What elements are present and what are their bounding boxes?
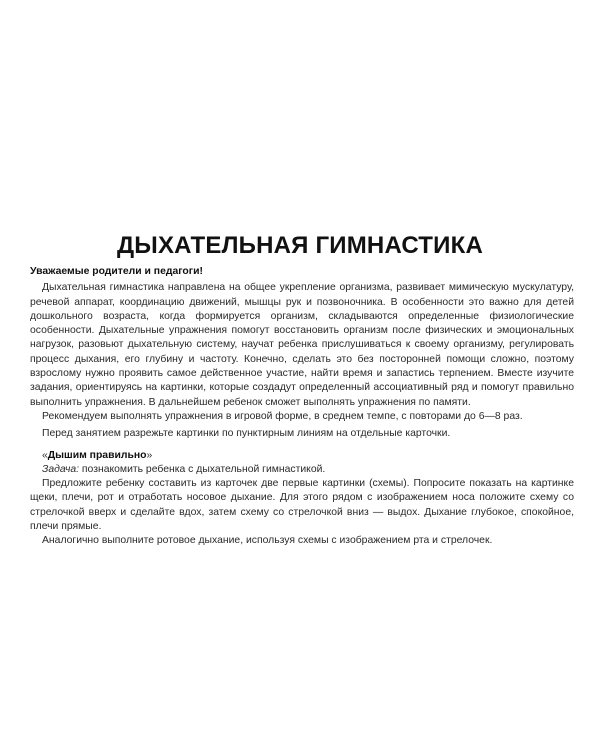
intro-paragraph: Дыхательная гимнастика направлена на общее укрепление организма, развивает мимическую мускулатуру, речевой аппарат, координацию движений, мышцы рук и позвоночника. В особенности это важно для детей дошкольного возраста, когда формируется организм, складываются определенные физиологические особенности. Дыхательные упражнения помогут восстановить организм после физических и эмоциональных нагрузок, разовьют дыхательную систему, научат ребенка прислушиваться к своему организму, регулировать процесс дыхания, его глубину и частоту. Конечно, сделать это без посторонней помощи сложно, поэтому взрослому нужно проявить самое действенное участие, найти время и запастись терпением. Вместе изучите задания, ориентируясь на картинки, которые создадут определенный ассоциативный ряд и помогут правильно выполнить упражнения. В дальнейшем ребенок сможет выполнять упражнения по памяти. [30,282,574,408]
section-title: Дышим правильно [47,449,147,461]
article-body [30,265,574,549]
cut-instruction-paragraph: Перед занятием разрежьте картинки по пунктирным линиям на отдельные карточки. [42,428,451,440]
greeting-heading: Уважаемые родители и педагоги! [30,266,203,277]
task-text: познакомить ребенка с дыхательной гимнастикой. [79,463,326,475]
task-paragraph [30,463,574,477]
section-heading [30,449,574,463]
section-paragraph-2: Аналогично выполните ротовое дыхание, используя схемы с изображением рта и стрелочек. [42,535,493,547]
section-quote-open: « [42,449,48,461]
recommendation-paragraph: Рекомендуем выполнять упражнения в игровой форме, в среднем темпе, с повторами до 6—8 раз. [42,410,523,422]
page-title: ДЫХАТЕЛЬНАЯ ГИМНАСТИКА [116,232,484,259]
task-label: Задача: [42,463,80,475]
section-paragraph-1: Предложите ребенку составить из карточек две первые картинки (схемы). Попросите показать на картинке щеки, плечи, рот и отработать носовое дыхание. Для этого рядом с изображением носа положите схему со стрелочкой вверх и сделайте вдох, затем схему со стрелочкой вниз — выдох. Дыхание глубокое, спокойное, плечи прямые. [30,478,574,533]
section-quote-close: » [146,449,153,461]
